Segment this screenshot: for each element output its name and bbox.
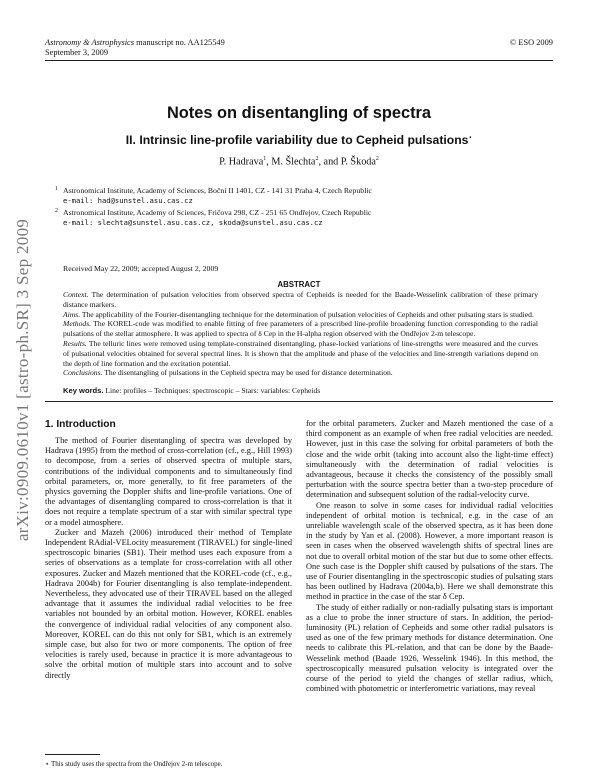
conclusions-label: Conclusions. — [63, 368, 103, 378]
received-dates: Received May 22, 2009; accepted August 2, 2009 — [63, 264, 219, 273]
abstract-methods — [63, 319, 538, 339]
methods-text: The KOREL-code was modified to enable fitting of free parameters of a prescribed line-profile broadening function corresponding to the radial pulsations of the stellar atmosphere. It was applied to spectra of δ Cep in the H-alpha region observed with the Ondřejov 2-m telescope. — [63, 319, 538, 339]
results-text: The telluric lines were removed using template-constrained disentangling, phase-locked variations of line-strengths were measured and the curves of pulsational velocities obtained for several spectral lines. It is shown that the amplitude and phase of the velocities and line-strength variations depend on the depth of line formation and the excitation potential. — [63, 338, 538, 368]
journal-name: Astronomy & Astrophysics — [45, 38, 135, 47]
abstract-results — [63, 339, 538, 368]
paragraph: One reason to solve in some cases for individual radial velocities independent of orbital motion is technical, e.g. in the case of an unreliable wavelength scale of the observed spectra, as it has been done in the study by Yan et al. (2008). However, a more important reason is seen in cases when the observed wavelength shifts of spectral lines are not due to overall orbital motion of the star but due to some other effects. One such case is the Doppler shift caused by pulsations of the stars. The use of Fourier disentangling in the spectroscopic studies of pulsating stars has been outlined by Hadrava (2004a,b). Here we shall demonstrate this method in practice in the case of the star δ Cep. — [306, 500, 553, 602]
header-rule — [45, 60, 553, 61]
context-label: Context. — [63, 290, 89, 299]
author-list — [45, 156, 553, 167]
section-heading: 1. Introduction — [45, 419, 116, 430]
left-column — [45, 436, 292, 681]
author-3: , and P. Škoda — [318, 156, 376, 168]
author-2: , M. Šlechta — [266, 156, 316, 168]
paragraph: The study of either radially or non-radially pulsating stars is important as a clue to probe the inner structure of stars. In addition, the period-luminosity (PL) relation of Cepheids and some other radial pulsators is used as one of the few primary methods for distance determination. One needs to calibrate this PL-relation, and that can be done by the Baade-Wesselink method (Baade 1926, Wesselink 1946). In this method, the spectroscopically measured pulsation velocity is integrated over the course of the period to yield the changes of stellar radius, which, combined with photometric or interferometric variations, may reveal — [306, 602, 553, 694]
context-text: The determination of pulsation velocities from observed spectra of Cepheids is needed for the Baade-Wesselink calibration of these primary distance markers. — [63, 290, 538, 309]
manuscript-number: manuscript no. AA125549 — [134, 38, 225, 47]
footnote-rule — [45, 754, 100, 755]
abstract-context — [63, 290, 538, 310]
author-3-aff: 2 — [375, 156, 379, 162]
running-header — [45, 38, 553, 58]
author-1-aff: 1 — [263, 156, 267, 162]
paragraph: Zucker and Mazeh (2006) introduced their method of Template Independent RAdial-VELocity measurement (TIRAVEL) for single-lined spectroscopic binaries (SB1). Their method uses each exposure from a series of observations as a template for cross-correlation with all other exposures. Zucker and Mazeh mentioned that the KOREL-code (cf., e.g., Hadrava 2004b) for Fourier disentangling is also template-independent. Nevertheless, they advocated use of their TIRAVEL based on the alleged advantage that it assumes the individual radial velocities to be free variables not bounded by an orbital motion. However, KOREL enables the convergence of individual radial velocities of any component also. Moreover, KOREL can do this not only for SB1, which is an extremely simple case, but also for two or more components. The option of free velocities is rarely used, because in practice it is more advantageous to solve the orbital motion of multiple stars into account and to solve directly — [45, 527, 292, 680]
paper-subtitle — [45, 133, 553, 147]
subtitle-text: II. Intrinsic line-profile variability due to Cepheid pulsations — [125, 133, 469, 147]
affiliation-2 — [55, 208, 533, 228]
keywords — [63, 386, 538, 395]
abstract-rule — [45, 401, 553, 402]
keywords-label: Key words. — [63, 386, 104, 395]
results-label: Results. — [63, 338, 87, 348]
keywords-text: Line: profiles – Techniques: spectroscopic – Stars: variables: Cepheids — [103, 386, 321, 395]
copyright: © ESO 2009 — [509, 38, 553, 47]
affiliation-email: e-mail: slechta@sunstel.asu.cas.cz, skoda@sunstel.asu.cas.cz — [63, 218, 323, 227]
affiliation-number: 2 — [55, 208, 58, 214]
paragraph: The method of Fourier disentangling of spectra was developed by Hadrava (1995) from the method of cross-correlation (cf., e.g., Hill 1993) to decompose, from a series of observed spectra of multiple stars, contributions of the individual components and to simultaneously find orbital parameters, or, more generally, to fit free parameters of the physics governing the Doppler shifts and line-profile variations. One of the advantages of disentangling compared to cross-correlation is that it does not require a template spectrum of a star with similar spectral type or a model atmosphere. — [45, 436, 292, 527]
arxiv-stamp — [12, 180, 34, 580]
right-column — [306, 419, 553, 694]
abstract-conclusions — [63, 368, 538, 378]
affiliation-1 — [55, 186, 533, 206]
aims-label: Aims. — [63, 309, 81, 319]
affiliation-number: 1 — [55, 186, 58, 192]
abstract-body — [63, 290, 538, 378]
methods-label: Methods. — [63, 319, 92, 329]
paper-title: Notes on disentangling of spectra — [166, 104, 432, 122]
author-1: P. Hadrava — [219, 156, 264, 168]
paragraph: for the orbital parameters. Zucker and Mazeh mentioned the case of a third component as an example of when free radial velocities are needed. However, just in this case the solving for orbital parameters of both the close and the wide orbit (taking into account also the light-time effect) simultaneously with the determination of radial velocities is advantageous, because it checks the consistency of the possibly small perturbation with the source spectra better than a two-step procedure of determination and subsequent solution of the radial-velocity curve. — [306, 419, 553, 500]
footnote-mark: ⋆ — [468, 134, 473, 141]
header-date: September 3, 2009 — [45, 48, 109, 57]
affiliation-email: e-mail: had@sunstel.asu.cas.cz — [63, 196, 193, 205]
affiliation-address: Astronomical Institute, Academy of Sciences, Fričova 298, CZ - 251 65 Ondřejov, Czech Republic — [63, 208, 372, 217]
arxiv-id: arXiv:0909.0610v1 [astro-ph.SR] 3 Sep 2009 — [13, 218, 32, 542]
footnote: ⋆ This study uses the spectra from the Ondřejov 2-m telescope. — [45, 760, 223, 768]
abstract-heading: ABSTRACT — [277, 280, 321, 289]
abstract-aims — [63, 310, 538, 320]
aims-text: The applicability of the Fourier-disentangling technique for the determination of pulsation velocities of Cepheids and other pulsating stars is studied. — [80, 309, 534, 319]
author-2-aff: 2 — [315, 156, 319, 162]
conclusions-text: The disentangling of pulsations in the Cepheid spectra may be used for distance determination. — [102, 368, 393, 378]
affiliation-address: Astronomical Institute, Academy of Sciences, Boční II 1401, CZ - 141 31 Praha 4, Czech Republic — [63, 186, 372, 195]
